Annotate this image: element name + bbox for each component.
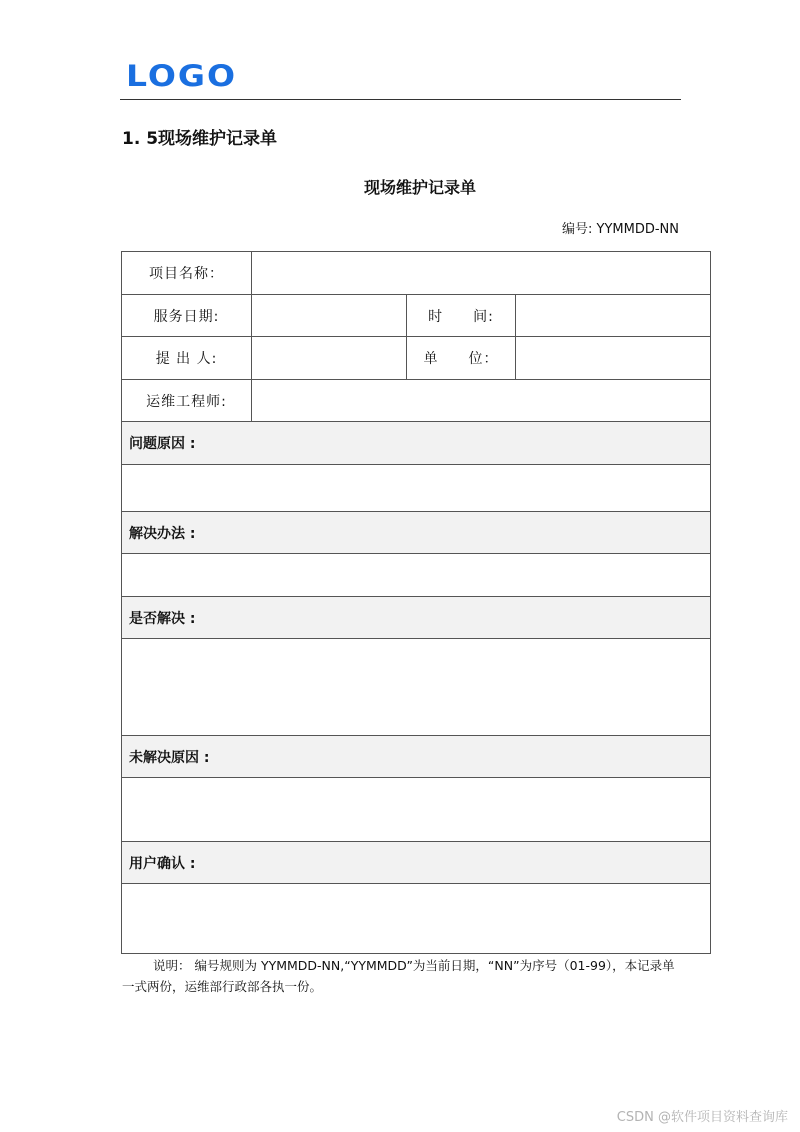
service-date-field[interactable] — [252, 295, 407, 337]
unit-label: 单 位： — [407, 337, 516, 380]
table-row — [122, 465, 711, 512]
maintenance-form-table — [121, 251, 711, 954]
time-field[interactable] — [516, 295, 711, 337]
serial-colon: : — [588, 222, 597, 237]
project-name-label: 项目名称： — [122, 252, 252, 295]
watermark: CSDN @软件项目资料查询库 — [616, 1110, 788, 1125]
table-row — [122, 252, 711, 295]
table-row — [122, 512, 711, 554]
table-row — [122, 736, 711, 778]
service-date-label: 服务日期: — [122, 295, 252, 337]
solution-field[interactable] — [122, 554, 711, 597]
logo: LOGO — [126, 58, 238, 94]
table-row — [122, 422, 711, 465]
table-row — [122, 639, 711, 736]
requester-field[interactable] — [252, 337, 407, 380]
serial-number — [562, 220, 679, 240]
serial-value: YYMMDD-NN — [596, 222, 679, 237]
user-confirm-field[interactable] — [122, 884, 711, 954]
problem-cause-field[interactable] — [122, 465, 711, 512]
unresolved-cause-header: 未解决原因 : — [122, 736, 711, 778]
section-heading: 1. 5现场维护记录单 — [122, 129, 278, 149]
table-row — [122, 337, 711, 380]
engineer-field[interactable] — [252, 380, 711, 422]
header-divider — [120, 99, 681, 100]
solution-header: 解决办法 : — [122, 512, 711, 554]
engineer-label: 运维工程师: — [122, 380, 252, 422]
table-row — [122, 380, 711, 422]
table-row — [122, 597, 711, 639]
table-row — [122, 884, 711, 954]
time-label: 时 间: — [407, 295, 516, 337]
table-row — [122, 842, 711, 884]
table-row — [122, 778, 711, 842]
table-row — [122, 554, 711, 597]
unit-field[interactable] — [516, 337, 711, 380]
user-confirm-header: 用户确认 : — [122, 842, 711, 884]
table-row — [122, 295, 711, 337]
requester-label: 提 出 人: — [122, 337, 252, 380]
form-title: 现场维护记录单 — [363, 178, 476, 197]
resolved-field[interactable] — [122, 639, 711, 736]
project-name-field[interactable] — [252, 252, 711, 295]
problem-cause-header: 问题原因 : — [122, 422, 711, 465]
footnote: 说明： 编号规则为 YYMMDD-NN,“YYMMDD”为当前日期，“NN”为序号（01-99），本记录单一式两份，运维部行政部各执一份。 — [122, 958, 675, 994]
unresolved-cause-field[interactable] — [122, 778, 711, 842]
resolved-header: 是否解决 : — [122, 597, 711, 639]
serial-label: 编号 — [561, 222, 588, 237]
